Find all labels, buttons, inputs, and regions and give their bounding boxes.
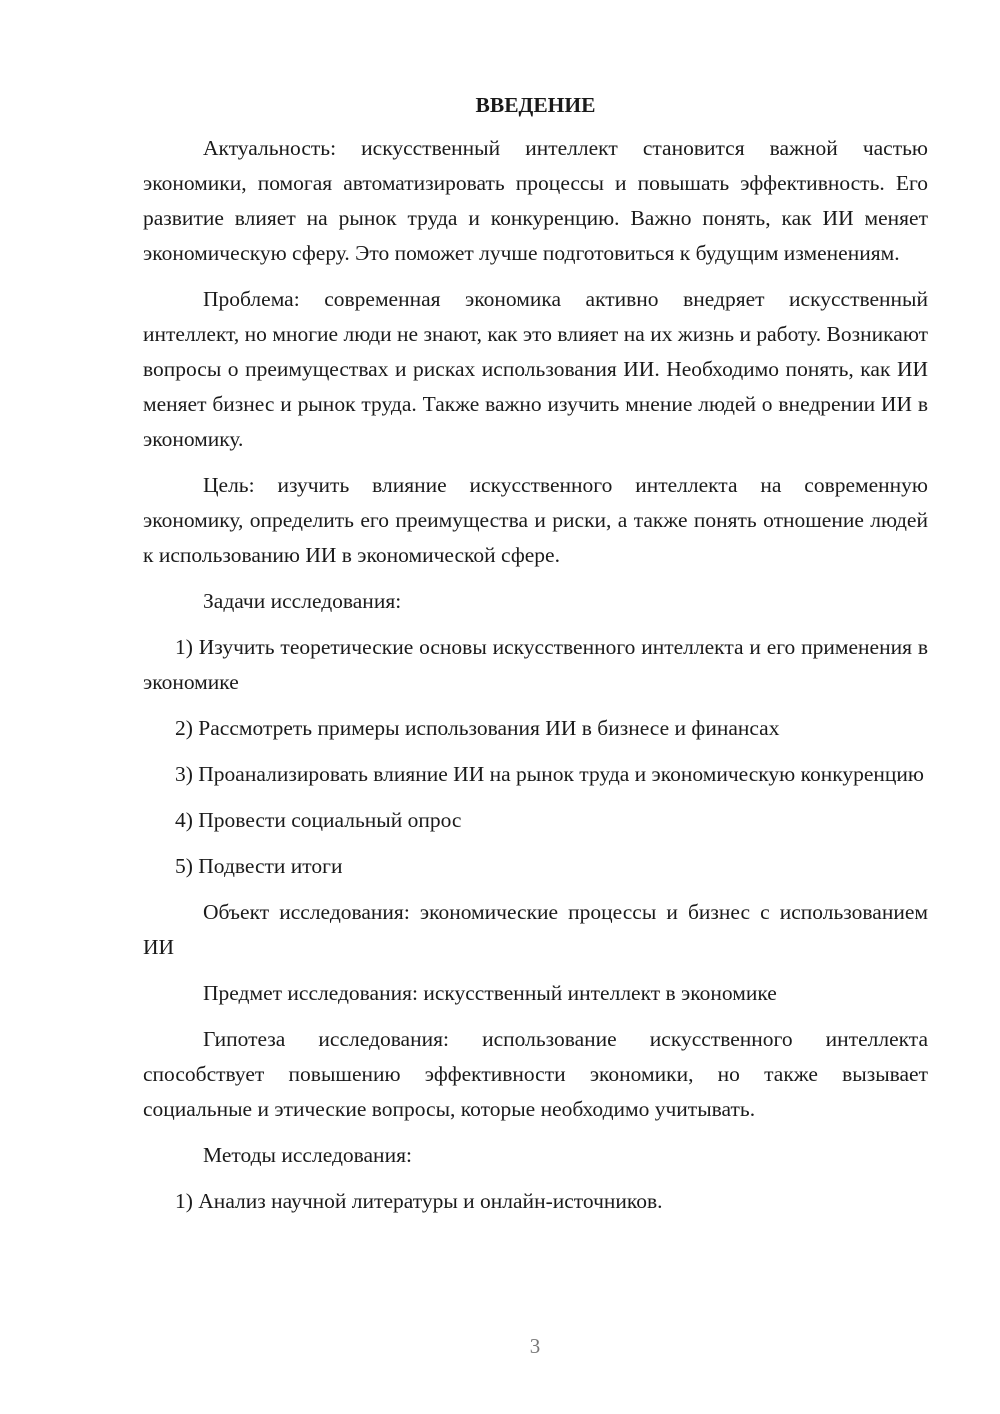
tasks-heading: Задачи исследования: [203, 589, 402, 613]
task-item-1: 1) Изучить теоретические основы искусственного интеллекта и его применения в экономике [143, 635, 928, 694]
paragraph-hypothesis: Гипотеза исследования: использование искусственного интеллекта способствует повышению эффективности экономики, но также вызывает социальные и этические вопросы, которые необходимо учитывать. [143, 1027, 928, 1121]
task-item-3: 3) Проанализировать влияние ИИ на рынок труда и экономическую конкуренцию [175, 762, 924, 786]
task-item-2: 2) Рассмотреть примеры использования ИИ в бизнесе и финансах [175, 716, 780, 740]
section-title: ВВЕДЕНИЕ [475, 93, 596, 117]
task-item-4: 4) Провести социальный опрос [175, 808, 462, 832]
paragraph-problem: Проблема: современная экономика активно внедряет искусственный интеллект, но многие люди не знают, как это влияет на их жизнь и работу. Возникают вопросы о преимуществах и рисках использования ИИ. Необходимо понять, как ИИ меняет бизнес и рынок труда. Также важно изучить мнение людей о внедрении ИИ в экономику. [143, 287, 928, 451]
page-number: 3 [529, 1334, 541, 1358]
task-item-5: 5) Подвести итоги [175, 854, 343, 878]
method-item-1: 1) Анализ научной литературы и онлайн-источников. [175, 1189, 663, 1213]
paragraph-relevance: Актуальность: искусственный интеллект становится важной частью экономики, помогая автоматизировать процессы и повышать эффективность. Его развитие влияет на рынок труда и конкуренцию. Важно понять, как ИИ меняет экономическую сферу. Это поможет лучше подготовиться к будущим изменениям. [143, 136, 928, 265]
paragraph-object: Объект исследования: экономические процессы и бизнес с использованием ИИ [143, 900, 928, 959]
paragraph-goal: Цель: изучить влияние искусственного интеллекта на современную экономику, определить его преимущества и риски, а также понять отношение людей к использованию ИИ в экономической сфере. [143, 473, 928, 567]
methods-heading: Методы исследования: [203, 1143, 412, 1167]
document-page [143, 88, 928, 1230]
paragraph-subject: Предмет исследования: искусственный интеллект в экономике [203, 981, 777, 1005]
